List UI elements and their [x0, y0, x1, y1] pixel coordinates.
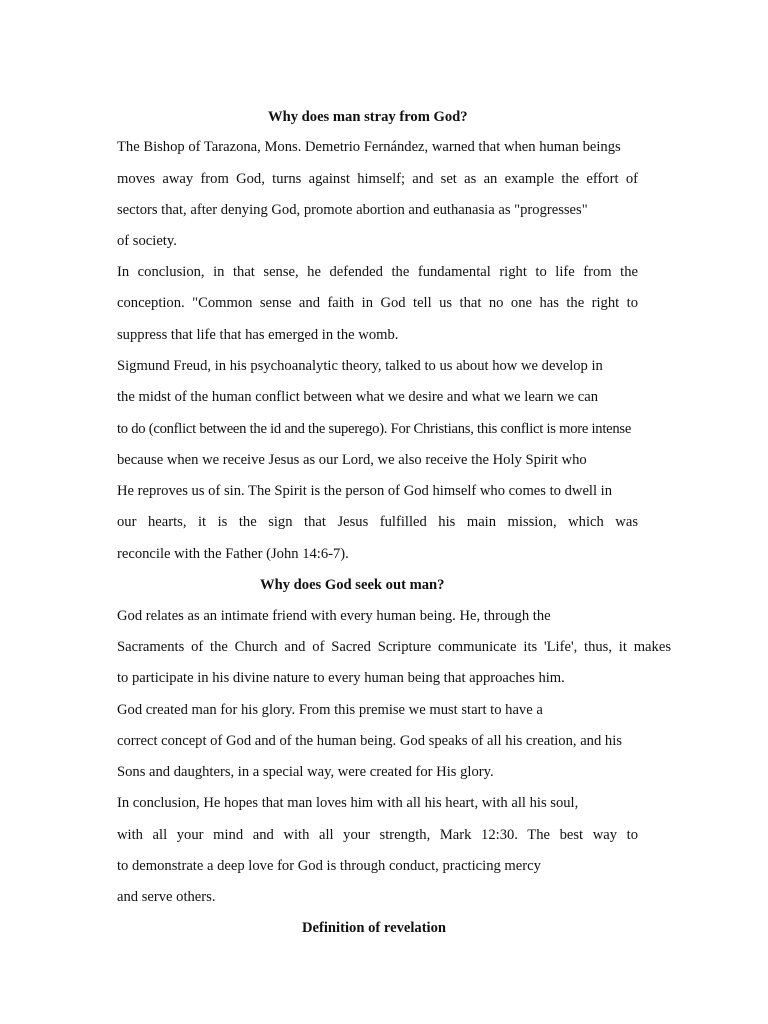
section-heading-revelation: Definition of revelation	[302, 920, 447, 936]
paragraph-line: The Bishop of Tarazona, Mons. Demetrio Fernández, warned that when human beings	[117, 139, 621, 155]
paragraph-line: In conclusion, He hopes that man loves him with all his heart, with all his soul,	[117, 795, 579, 811]
paragraph-line: Sacraments of the Church and of Sacred Scripture communicate its 'Life', thus, it makes	[117, 639, 671, 655]
paragraph-line: to demonstrate a deep love for God is through conduct, practicing mercy	[117, 858, 541, 874]
paragraph-line: with all your mind and with all your strength, Mark 12:30. The best way to	[117, 827, 638, 843]
paragraph-line: correct concept of God and of the human being. God speaks of all his creation, and his	[117, 733, 622, 749]
paragraph-line: the midst of the human conflict between what we desire and what we learn we can	[117, 389, 599, 405]
paragraph-line: of society.	[117, 233, 177, 249]
paragraph-line: conception. "Common sense and faith in God tell us that no one has the right to	[117, 295, 638, 311]
paragraph-line: and serve others.	[117, 889, 216, 905]
paragraph-line: to participate in his divine nature to every human being that approaches him.	[117, 670, 565, 686]
paragraph-line: our hearts, it is the sign that Jesus fulfilled his main mission, which was	[117, 514, 638, 530]
section-heading-god-seeks-man: Why does God seek out man?	[260, 577, 445, 593]
paragraph-line: God created man for his glory. From this premise we must start to have a	[117, 702, 543, 718]
paragraph-line: suppress that life that has emerged in the womb.	[117, 327, 399, 343]
paragraph-line: He reproves us of sin. The Spirit is the person of God himself who comes to dwell in	[117, 483, 613, 499]
paragraph-line: because when we receive Jesus as our Lord, we also receive the Holy Spirit who	[117, 452, 587, 468]
paragraph-line: moves away from God, turns against himself; and set as an example the effort of	[117, 171, 638, 187]
paragraph-line: God relates as an intimate friend with every human being. He, through the	[117, 608, 551, 624]
section-heading-man-strays: Why does man stray from God?	[268, 109, 468, 125]
paragraph-line: sectors that, after denying God, promote abortion and euthanasia as "progresses"	[117, 202, 588, 218]
paragraph-line: reconcile with the Father (John 14:6-7).	[117, 546, 349, 562]
paragraph-line: to do (conflict between the id and the superego). For Christians, this conflict is more intense	[117, 421, 632, 437]
paragraph-line: Sigmund Freud, in his psychoanalytic theory, talked to us about how we develop in	[117, 358, 603, 374]
paragraph-line: Sons and daughters, in a special way, were created for His glory.	[117, 764, 494, 780]
paragraph-line: In conclusion, in that sense, he defended the fundamental right to life from the	[117, 264, 638, 280]
